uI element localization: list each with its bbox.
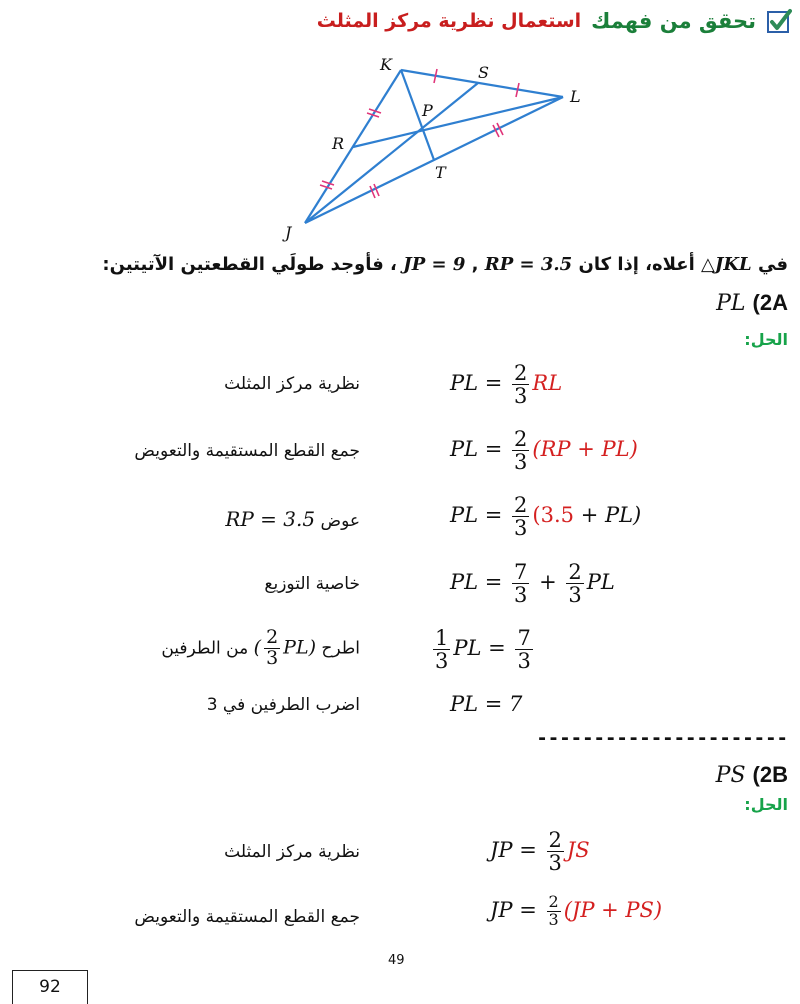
comma-separator: , [465,254,485,275]
step-5-reason-pre: اطرح [321,638,360,659]
part-2a-solution-label: الحل: [744,330,788,349]
frac-den: 3 [514,384,528,409]
step-1-equation [450,362,562,407]
frac-den: 3 [548,851,562,876]
part-2a-heading [716,290,788,316]
part-2b-heading [716,762,788,788]
part-2b-solution-label: الحل: [744,795,788,814]
triangle-name: JKL [714,254,752,275]
eq-pl: PL [586,570,615,595]
page-number-box [12,970,88,1004]
frac-den: 3 [517,649,531,674]
step-5-equation: $\frac{1}{3}$ PL = $\frac{7}{3}$ [435,626,531,674]
problem-text-2: ، فأوجد طولَي القطعتين الآتيتين: [102,254,397,275]
step-5-reason [161,628,360,669]
eq-lhs: PL = [450,371,503,396]
step-5-reason-math: ( $\frac{2}{3}$ PL) [253,626,316,669]
frac-num: 2 [548,828,562,852]
step-3-equation [450,494,641,539]
eq-rp-pl: (RP + PL) [532,437,638,462]
header [317,4,792,38]
step-2-reason: جمع القطع المستقيمة والتعويض [134,441,360,461]
frac-den: 3 [435,649,449,674]
step-5-reason-post: من الطرفين [161,638,249,659]
eq-js: JS [566,838,590,863]
label-k: K [380,55,392,74]
frac-num: 7 [514,560,528,584]
step-3-reason-text: عوض [320,511,360,531]
frac-den: 3 [514,516,528,541]
step-6-reason: اضرب الطرفين في 3 [206,695,360,715]
problem-text-1: أعلاه، إذا كان [578,254,695,275]
part-2b-step-2-reason: جمع القطع المستقيمة والتعويض [134,907,360,927]
triangle-symbol: △ [701,254,715,275]
eq-val: (3.5 [532,503,575,528]
frac-den: 3 [266,646,279,669]
eq-lhs: JP = [490,838,537,863]
frac-den: 3 [548,909,559,929]
step-4-reason: خاصية التوزيع [264,574,360,594]
problem-statement [102,254,788,275]
label-s: S [478,63,489,82]
step-2-equation [450,428,638,473]
eq-lhs: PL = [450,503,503,528]
step-3-reason [225,507,360,531]
frac-num: 2 [514,427,528,451]
frac-den: 3 [514,583,528,608]
frac-num: 2 [568,560,582,584]
label-p: P [422,101,433,120]
part-2b-step-1-reason: نظرية مركز المثلث [224,842,360,862]
page-number: 92 [39,977,61,997]
frac-num: 2 [514,361,528,385]
part-2b-step-2-equation [490,894,662,929]
frac-num: 2 [514,493,528,517]
eq-lhs: JP = [490,897,537,922]
eq-rl: RL [532,371,563,396]
separator: ---------------------- [536,727,788,749]
triangle-figure [270,50,600,250]
label-r: R [332,134,345,153]
eq-plus-pl: + PL) [580,503,642,528]
frac-num: 1 [435,626,449,650]
eq-pl: PL [283,636,309,659]
part-2b-step-1-equation [490,829,590,874]
eq-plus: + [539,570,557,595]
header-title-red: استعمال نظرية مركز المثلث [316,10,582,32]
eq-lhs: PL = [450,570,503,595]
eq-lhs: PL = [450,437,503,462]
checkmark-icon [766,8,792,34]
eq-jp-ps: (JP + PS) [563,897,663,922]
part-2b-label: (2B [752,762,788,787]
frac-den: 3 [568,583,582,608]
frac-num: 2 [266,626,279,648]
step-6-equation: PL = 7 [450,692,523,716]
step-1-reason: نظرية مركز المثلث [224,374,360,394]
frac-num: 7 [517,626,531,650]
jp-value: JP = 9 [403,254,466,275]
label-l: L [570,87,581,106]
median-lr [353,97,563,147]
problem-prefix: في [758,254,788,275]
step-3-reason-math: RP = 3.5 [225,507,316,531]
eq-pl: PL [453,636,482,661]
rp-value: RP = 3.5 [484,254,573,275]
frac-num: 2 [548,892,559,911]
center-number: 49 [388,953,405,968]
frac-den: 3 [514,450,528,475]
part-2a-segment: PL [716,291,746,316]
label-j: J [285,223,292,242]
step-4-equation [450,561,615,606]
header-title-green: تحقق من فهمك [591,9,756,33]
median-js [305,83,478,223]
part-2a-label: (2A [752,290,788,315]
part-2b-segment: PS [715,763,746,788]
label-t: T [435,163,446,182]
